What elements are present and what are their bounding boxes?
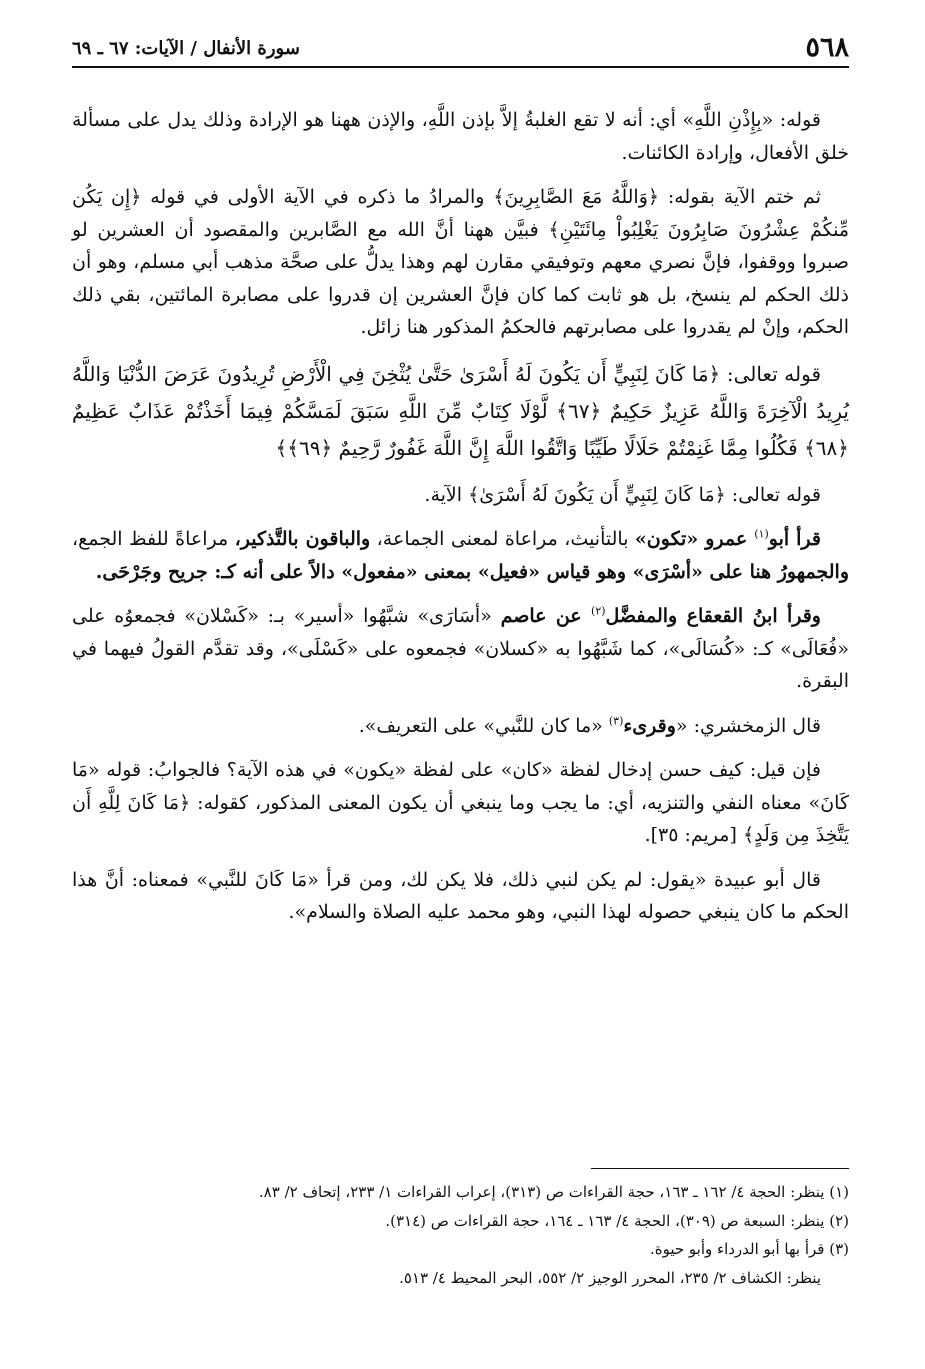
footnote-ref: (٢) (591, 604, 606, 618)
bold-text: وقرىء (623, 714, 676, 737)
paragraph-text: قوله تعالى: (720, 361, 822, 386)
bold-text: قرأ أبو (768, 528, 821, 550)
paragraph-text: قوله: «بِإِذْنِ اللَّهِ» أي: أنه لا تقع الغلبةُ إلاَّ بإذن اللَّهِ، والإذن ههنا هو الإرادة وذلك يدل على مسألة خلق الأفعال، وإرادة الكائنات. (72, 109, 849, 164)
paragraph-text: قال الزمخشري: « (675, 714, 821, 737)
paragraph-text: فإن قيل: كيف حسن إدخال لفظة «كان» على لفظة «يكون» في هذه الآية؟ فالجوابُ: قوله «مَا كَانَ» معناه النفي والتنزيه، أي: ما يجب وما ينبغي أن يكون المعنى المذكور، كقوله: (72, 759, 849, 814)
paragraph (72, 181, 849, 344)
footnote: (٢) ينظر: السبعة ص (٣٠٩)، الحجة ٤/ ١٦٣ ـ ١٦٤، حجة القراءات ص (٣١٤). (385, 1211, 849, 1230)
page-header (72, 30, 849, 68)
bold-text: عمرو «تكون» (634, 528, 755, 550)
bold-text: والجمهورُ هنا على «أسْرَى» وهو قياس «فعيل» بمعنى «مفعول» دالاً على أنه كـ: جريح وجَرْحَى. (95, 560, 849, 583)
bold-text: عن عاصم (500, 605, 592, 627)
footnote-continuation: ينظر: الكشاف ٢/ ٢٣٥، المحرر الوجيز ٢/ ٥٥٢، البحر المحيط ٤/ ٥١٣. (399, 1268, 821, 1287)
quran-quote: ﴿إِن يَكُن مِّنكُمْ عِشْرُونَ صَابِرُونَ يَغْلِبُواْ مِائَتَيْنِ﴾ (72, 186, 849, 241)
footnote-ref: (١) (754, 527, 769, 541)
quran-quote: ﴿وَاللَّهُ مَعَ الصَّابِرِينَ﴾ (493, 186, 660, 208)
bold-text: وقرأ ابنُ القعقاع والمفضَّل (605, 605, 821, 627)
paragraph-text: «أسَارَى» شبَّهُوا «أسير» بـ: «كَسْلان» فجمعوُه على «فُعَالَى» كـ: «كُسَالَى»، كما شَبَّهُوا به «كسلان» فجمعوه على «كَسْلَى»، وقد تقدَّم القولُ فيهما في البقرة. (72, 605, 849, 692)
paragraph-text: بالتأنيث، مراعاة لمعنى الجماعة، (370, 528, 635, 550)
paragraph (72, 523, 849, 588)
footnote: (١) ينظر: الحجة ٤/ ١٦٢ ـ ١٦٣، حجة القراءات ص (٣١٣)، إعراب القراءات ١/ ٢٣٣، إتحاف ٢/ ٨٣. (258, 1183, 849, 1201)
paragraph-text: والمرادُ ما ذكره في الآية الأولى في قوله (141, 186, 494, 208)
paragraph (72, 600, 849, 698)
page-number: ٥٦٨ (805, 32, 849, 63)
quran-verses: ﴿مَا كَانَ لِنَبِيٍّ أَن يَكُونَ لَهُ أَسْرَىٰ حَتَّىٰ يُثْخِنَ فِي الْأَرْضِ تُرِيدُونَ عَرَضَ الدُّنْيَا وَاللَّهُ يُرِيدُ الْآخِرَةَ وَاللَّهُ عَزِيزٌ حَكِيمٌ ﴿٦٧﴾ لَّوْلَا كِتَابٌ مِّنَ اللَّهِ سَبَقَ لَمَسَّكُمْ فِيمَا أَخَذْتُمْ عَذَابٌ عَظِيمٌ ﴿٦٨﴾ فَكُلُوا مِمَّا غَنِمْتُمْ حَلَالًا طَيِّبًا وَاتَّقُوا اللَّهَ إِنَّ اللَّهَ غَفُورٌ رَّحِيمٌ ﴿٦٩﴾﴾ (72, 361, 849, 460)
footnote-ref: (٣) (608, 714, 624, 728)
paragraph (72, 710, 849, 743)
footnote-divider (591, 1168, 849, 1169)
paragraph-text: ثم ختم الآية بقوله: (659, 186, 821, 208)
paragraph-text: مراعاةً للفظ الجمع، (72, 528, 235, 550)
paragraph-text: قال أبو عبيدة «يقول: لم يكن لنبي ذلك، فلا يكن لك، ومن قرأ «مَا كَانَ للنَّبي» فمعناه: أنَّ هذا الحكم ما كان ينبغي حصوله لهذا النبي، وهو محمد عليه الصلاة والسلام». (72, 868, 849, 923)
paragraph-text: قوله تعالى: (725, 483, 821, 506)
quran-quote: ﴿مَا كَانَ لِنَبِيٍّ أَن يَكُونَ لَهُ أَسْرَىٰ﴾ (468, 483, 726, 506)
paragraph (72, 479, 849, 512)
running-title: سورة الأنفال / الآيات: ٦٧ ـ ٦٩ (72, 38, 300, 59)
footnote: (٣) قرأ بها أبو الدرداء وأبو حيوة. (649, 1240, 849, 1258)
quran-quote: ﴿مَا كَانَ لِلَّهِ أَن يَتَّخِذَ مِن وَلَدٍ﴾ (72, 791, 849, 846)
paragraph-text: الآية. (424, 483, 469, 506)
footnotes (72, 1178, 849, 1292)
paragraph-text: «ما كان للنَّبي» على التعريف». (358, 714, 609, 737)
paragraph (72, 754, 849, 852)
paragraph (72, 864, 849, 929)
bold-text: والباقون بالتَّذكير، (234, 528, 371, 550)
paragraph (72, 104, 849, 169)
paragraph-text: [مريم: ٣٥]. (644, 824, 743, 846)
paragraph-text: فبيَّن ههنا أنَّ الله مع الصَّابرين والمقصود أن العشرين لو صبروا ووقفوا، فإنَّ نصري معهم وتوفيقي مقارن لهم وهذا يدلُّ على صحَّة مذهب أبي مسلم، وهو أن ذلك الحكم لم ينسخ، بل هو ثابت كما كان فإنَّ العشرين إن قدروا على مصابرة المائتين، بقي ذلك الحكم، وإنْ لم يقدروا على مصابرتهم فالحكمُ المذكور هنا زائل. (72, 218, 849, 338)
verse-paragraph (72, 356, 849, 467)
main-text (72, 104, 849, 941)
